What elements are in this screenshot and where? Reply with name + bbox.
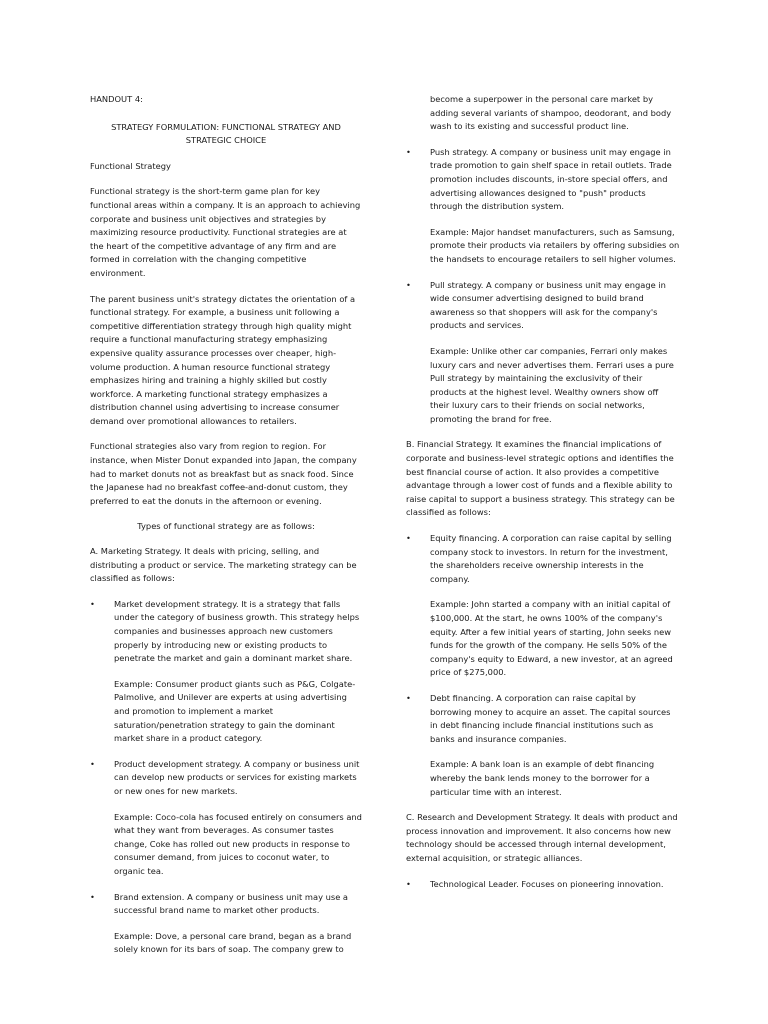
brand-extension-example-continued: become a superpower in the personal care market by adding several variants of shampoo, deodorant, and body wash to its existing and successful product line. [430,94,672,132]
bullet-marker: • [406,146,411,157]
product-development-text: Product development strategy. A company or business unit can develop new products or services for existing markets or new ones for new markets. [114,758,360,796]
push-strategy-example: Example: Major handset manufacturers, such as Samsung, promote their products via retailers by offering subsidies on the handsets to encourage retailers to sell higher volumes. [430,226,680,264]
product-development-example: Example: Coco-cola has focused entirely on consumers and what they want from beverages. As consumer tastes change, Coke has rolled out new products in response to consumer demand, from juices to coconut water, to organic tea. [114,811,362,876]
bullet-marker: • [406,279,411,290]
pull-strategy-example: Example: Unlike other car companies, Ferrari only makes luxury cars and never advertises them. Ferrari uses a pure Pull strategy by maintaining the exclusivity of their products at the highest level. Wealthy owners show off their luxury cars to their friends on social networks, promoting the brand for free. [430,345,674,424]
push-strategy-text: Push strategy. A company or business unit may engage in trade promotion to gain shelf space in retail outlets. Trade promotion includes discounts, in-store special offers, and advertising allowances designed to "push" products through the distribution system. [430,146,672,212]
list-item [406,146,680,214]
brand-extension-example: Example: Dove, a personal care brand, began as a brand solely known for its bars of soap. The company grew to [114,930,352,955]
bullet-marker: • [90,598,95,609]
paragraph-orientation: The parent business unit's strategy dictates the orientation of a functional strategy. For example, a business unit following a competitive differentiation strategy through high quality might require a functional manufacturing strategy emphasizing expensive quality assurance processes over cheaper, high- volume production. A human resource functional strategy emphasizes hiring and training a highly skilled but costly workforce. A marketing functional strategy emphasizes a distribution channel using advertising to increase consumer demand over promotional allowances to retailers. [90,293,356,426]
debt-financing-text: Debt financing. A corporation can raise capital by borrowing money to acquire an asset. The capital sources in debt financing include financial institutions such as banks and insurance companies. [430,692,671,744]
marketing-strategy-intro: A. Marketing Strategy. It deals with pricing, selling, and distributing a product or service. The marketing strategy can be classified as follows: [90,546,357,584]
list-item [406,279,680,333]
list-item [406,878,680,892]
pull-strategy-text: Pull strategy. A company or business unit may engage in wide consumer advertising designed to build brand awareness so that shoppers will ask for the company's products and services. [430,279,666,331]
bullet-marker: • [406,878,411,889]
equity-financing-example: Example: John started a company with an initial capital of $100,000. At the start, he owns 100% of the company's equity. After a few initial years of starting, John seeks new funds for the growth of the company. He sells 50% of the company's equity to Edward, a new investor, at an agreed price of $275,000. [430,599,673,678]
brand-extension-text: Brand extension. A company or business unit may use a successful brand name to market other products. [114,891,349,916]
technological-leader-text: Technological Leader. Focuses on pioneering innovation. [430,878,664,889]
list-item [90,598,362,666]
document-title: STRATEGY FORMULATION: FUNCTIONAL STRATEGY AND STRATEGIC CHOICE [111,121,341,146]
list-item [406,532,680,586]
list-item [406,692,680,746]
bullet-marker: • [406,692,411,703]
section-heading: Functional Strategy [90,160,171,171]
bullet-marker: • [90,891,95,902]
paragraph-definition: Functional strategy is the short-term game plan for key functional areas within a company. It is an approach to achieving corporate and business unit objectives and strategies by maximizing resource productivity. Functional strategies are at the heart of the competitive advantage of any firm and are formed in correlation with the changing competitive environment. [90,186,361,278]
debt-financing-example: Example: A bank loan is an example of debt financing whereby the bank lends money to the borrower for a particular time with an interest. [430,759,655,797]
left-column [90,93,362,969]
handout-label: HANDOUT 4: [90,94,143,104]
rd-strategy-intro: C. Research and Development Strategy. It deals with product and process innovation and improvement. It also concerns how new technology should be accessed through internal development, external acquisition, or strategic alliances. [406,812,678,863]
list-item [90,891,362,918]
types-heading: Types of functional strategy are as follows: [137,521,315,532]
market-development-example: Example: Consumer product giants such as P&G, Colgate-Palmolive, and Unilever are experts at using advertising and promotion to implement a market saturation/penetration strategy to gain the dominant market share in a product category. [114,678,356,744]
paragraph-regional: Functional strategies also vary from region to region. For instance, when Mister Donut expanded into Japan, the company had to market donuts not as breakfast but as snack food. Since the Japanese had no breakfast coffee-and-donut custom, they preferred to eat the donuts in the afternoon or evening. [90,441,357,506]
market-development-text: Market development strategy. It is a strategy that falls under the category of business growth. This strategy helps companies and businesses approach new customers properly by introducing new or existing products to penetrate the market and gain a dominant market share. [114,598,360,664]
list-item [90,758,362,799]
bullet-marker: • [406,533,411,544]
equity-financing-text: Equity financing. A corporation can raise capital by selling company stock to investors. In return for the investment, the shareholders receive ownership interests in the company. [430,533,672,584]
financial-strategy-intro: B. Financial Strategy. It examines the financial implications of corporate and business-level strategic options and identifies the best financial course of action. It also provides a competitive advantage through a lower cost of funds and a flexible ability to raise capital to support a business strategy. This strategy can be classified as follows: [406,439,675,518]
right-column [406,93,680,903]
bullet-marker: • [90,758,95,769]
